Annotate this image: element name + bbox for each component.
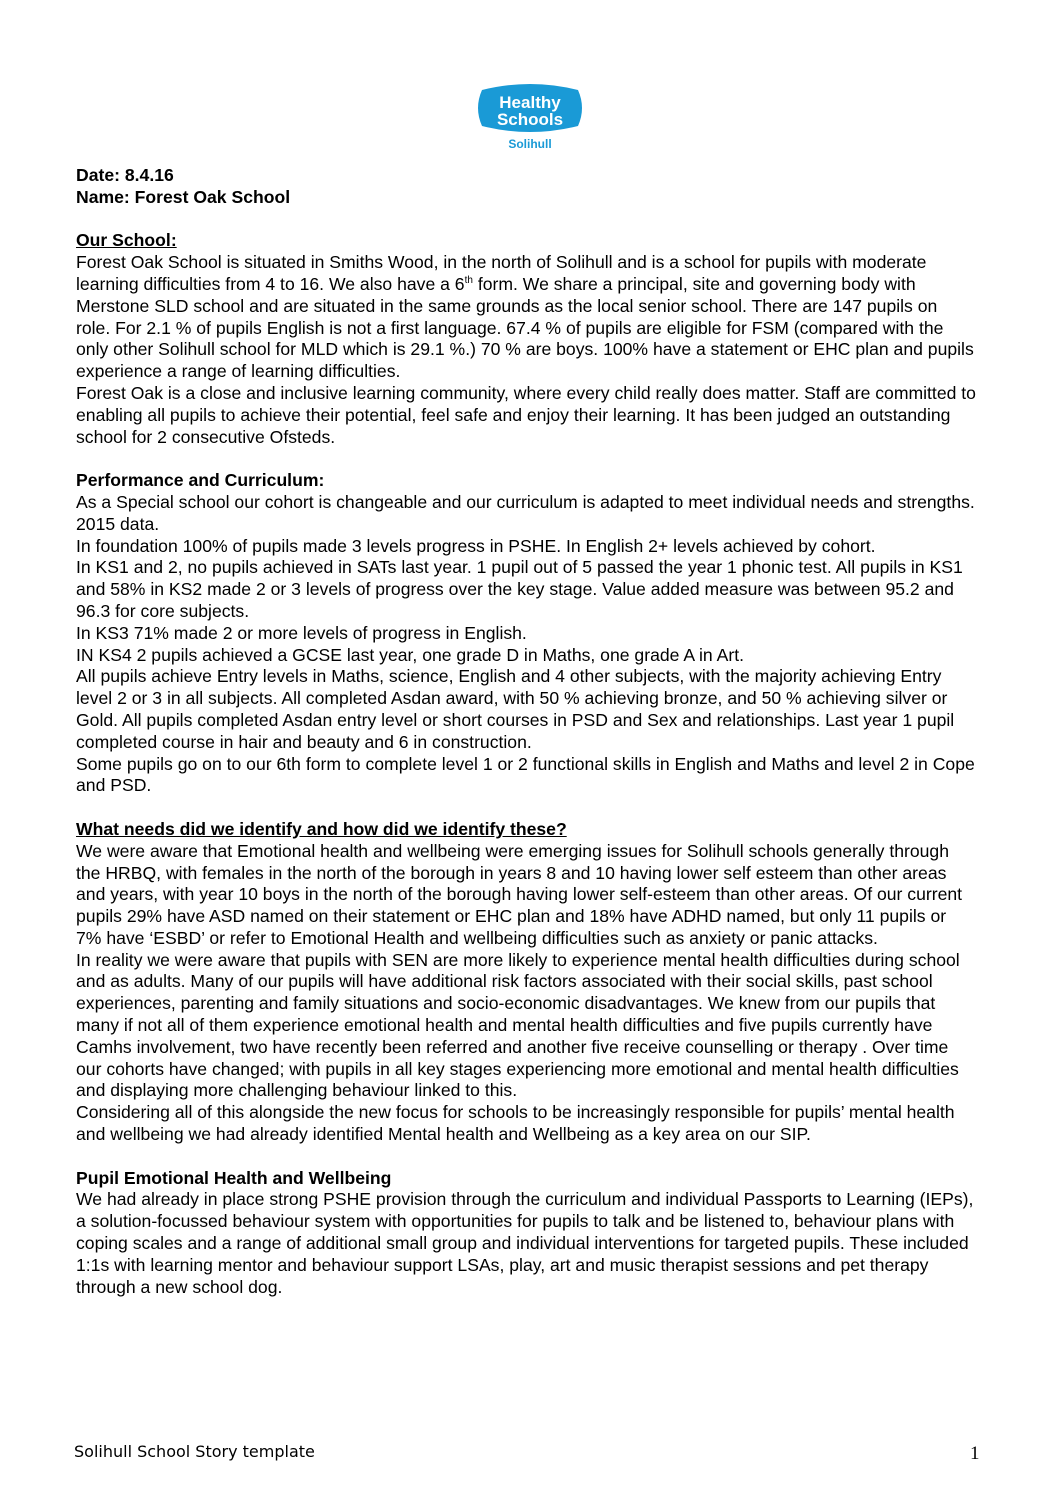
performance-paragraph-7: Some pupils go on to our 6th form to complete level 1 or 2 functional skills in English and Maths and level 2 in Cope and PSD. xyxy=(76,753,975,796)
footer-template-name: Solihull School Story template xyxy=(74,1442,315,1461)
our-school-paragraph-2: Forest Oak is a close and inclusive learning community, where every child really does matter. Staff are committed to enabling all pupils to achieve their potential, feel safe and enjoy their learning. It has been judged an outstanding school for 2 consecutive Ofsteds. xyxy=(76,382,976,447)
heading-wellbeing: Pupil Emotional Health and Wellbeing xyxy=(76,1167,392,1188)
our-school-paragraph-1: Forest Oak School is situated in Smiths Wood, in the north of Solihull and is a school for pupils with moderate learning difficulties from 4 to 16. We also have a 6th form. We share a principal, site and governing body with Merstone SLD school and are situated in the same grounds as the local senior school. There are 147 pupils on role. For 2.1 % of pupils English is not a first language. 67.4 % of pupils are eligible for FSM (compared with the only other Solihull school for MLD which is 29.1 %.) 70 % are boys. 100% have a statement or EHC plan and pupils experience a range of learning difficulties. xyxy=(76,252,974,382)
performance-paragraph-3: In KS1 and 2, no pupils achieved in SATs last year. 1 pupil out of 5 passed the year 1 phonic test. All pupils in KS1 and 58% in KS2 made 2 or 3 levels of progress over the key stage. Value added measure was between 95.2 and 96.3 for core subjects. xyxy=(76,557,963,621)
footer-page-number: 1 xyxy=(970,1443,980,1464)
logo-line1: Healthy xyxy=(499,93,561,112)
heading-needs: What needs did we identify and how did we identify these? xyxy=(76,818,567,839)
heading-performance: Performance and Curriculum: xyxy=(76,470,325,491)
performance-paragraph-4: In KS3 71% made 2 or more levels of progress in English. xyxy=(76,622,527,643)
performance-paragraph-5: IN KS4 2 pupils achieved a GCSE last year, one grade D in Maths, one grade A in Art. xyxy=(76,644,744,665)
header-school-name: Name: Forest Oak School xyxy=(76,186,291,207)
performance-paragraph-1: As a Special school our cohort is changeable and our curriculum is adapted to meet individual needs and strengths. 2015 data. xyxy=(76,491,975,534)
logo-line2: Schools xyxy=(496,110,564,129)
logo-line3: Solihull xyxy=(508,137,552,151)
heading-our-school: Our School: xyxy=(76,230,177,251)
needs-paragraph-1: We were aware that Emotional health and wellbeing were emerging issues for Solihull schools generally through the HRBQ, with females in the north of the borough in years 8 and 10 having lower self esteem than other areas and years, with year 10 boys in the north of the borough having lower self-esteem than other areas. Of our current pupils 29% have ASD named on their statement or EHC plan and 18% have ADHD named, but only 11 pupils or 7% have ‘ESBD’ or refer to Emotional Health and wellbeing difficulties such as anxiety or panic attacks. xyxy=(76,840,963,948)
wellbeing-paragraph-1: We had already in place strong PSHE provision through the curriculum and individual Passports to Learning (IEPs), a solution-focussed behaviour system with opportunities for pupils to talk and be listened to, behaviour plans with coping scales and a range of additional small group and individual interventions for targeted pupils. These included 1:1s with learning mentor and behaviour support LSAs, play, art and music therapist sessions and pet therapy through a new school dog. xyxy=(76,1189,974,1297)
header-date: Date: 8.4.16 xyxy=(76,165,174,185)
needs-paragraph-3: Considering all of this alongside the new focus for schools to be increasingly responsible for pupils’ mental health and wellbeing we had already identified Mental health and Wellbeing as a key area on our SIP. xyxy=(76,1102,955,1145)
performance-paragraph-2: In foundation 100% of pupils made 3 levels progress in PSHE. In English 2+ levels achieved by cohort. xyxy=(76,535,876,556)
healthy-schools-logo xyxy=(468,82,592,156)
healthy-schools-logo-mark xyxy=(468,82,592,156)
performance-paragraph-6: All pupils achieve Entry levels in Maths, science, English and 4 other subjects, with the majority achieving Entry level 2 or 3 in all subjects. All completed Asdan award, with 50 % achieving bronze, and 50 % achieving silver or Gold. All pupils completed Asdan entry level or short courses in PSD and Sex and relationships. Last year 1 pupil completed course in hair and beauty and 6 in construction. xyxy=(76,666,955,752)
needs-paragraph-2: In reality we were aware that pupils with SEN are more likely to experience mental health difficulties during school and as adults. Many of our pupils will have additional risk factors associated with their social skills, past school experiences, parenting and family situations and socio-economic disadvantages. We knew from our pupils that many if not all of them experience emotional health and mental health difficulties and five pupils currently have Camhs involvement, two have recently been referred and another five receive counselling or therapy . Over time our cohorts have changed; with pupils in all key stages experiencing more emotional and mental health difficulties and displaying more challenging behaviour linked to this. xyxy=(76,949,960,1101)
document-body xyxy=(76,165,976,1298)
